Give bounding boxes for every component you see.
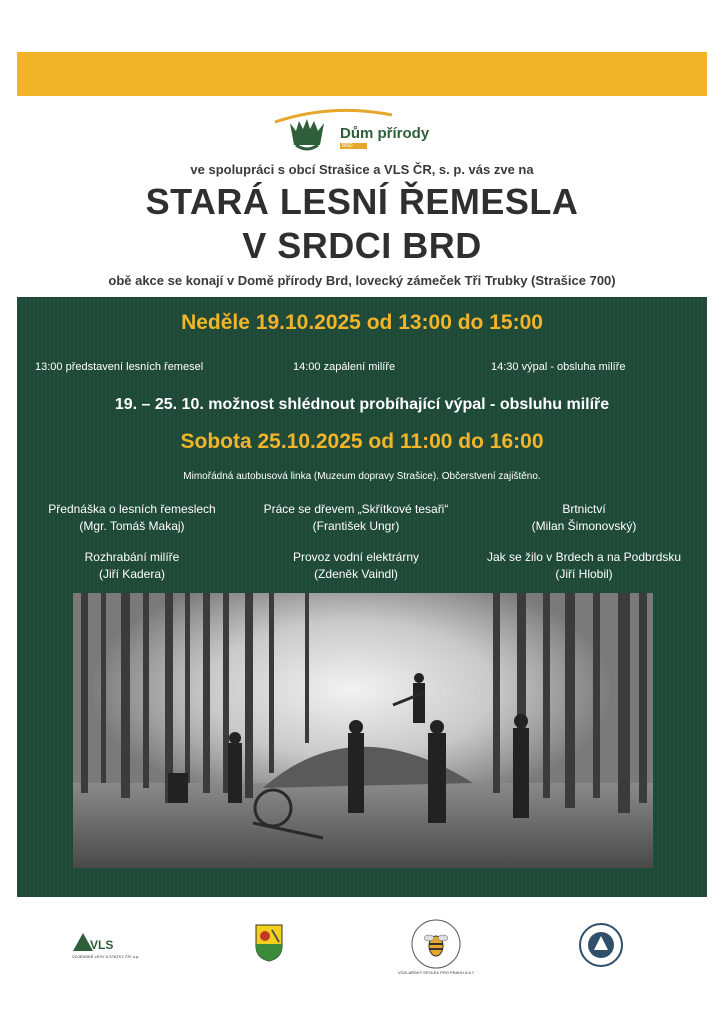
program-item bbox=[241, 549, 471, 583]
vls-text: VOJENSKÉ LESY A STATKY ČR, s.p. bbox=[72, 954, 140, 959]
program-item bbox=[241, 501, 471, 535]
round-seal-icon bbox=[578, 922, 624, 968]
saturday-note: Mimořádná autobusová linka (Muzeum dopravy Strašice). Občerstvení zajištěno. bbox=[183, 471, 541, 482]
program-title: Brtnictví bbox=[562, 502, 606, 516]
page-title-line2: V SRDCI BRD bbox=[242, 225, 482, 266]
program-person: (Milan Šimonovský) bbox=[531, 519, 637, 533]
saturday-heading: Sobota 25.10.2025 od 11:00 do 16:00 bbox=[180, 430, 544, 453]
intro-line: ve spolupráci s obcí Strašice a VLS ČR, s. p. vás zve na bbox=[190, 162, 534, 177]
interim-line: 19. – 25. 10. možnost shlédnout probíhající výpal - obsluhu milíře bbox=[114, 396, 610, 413]
sunday-item: 14:00 zapálení milíře bbox=[293, 361, 396, 373]
program-person: (František Ungr) bbox=[312, 519, 400, 533]
municipal-coat-of-arms-icon bbox=[255, 924, 283, 962]
vls-mark: VLS bbox=[90, 938, 114, 952]
page-title-line1: STARÁ LESNÍ ŘEMESLA bbox=[145, 181, 579, 222]
program-item bbox=[469, 549, 699, 583]
sunday-item: 13:00 představení lesních řemesel bbox=[35, 361, 204, 373]
program-title: Rozhrabání milíře bbox=[84, 550, 180, 564]
program-person: (Zdeněk Vaindl) bbox=[314, 567, 398, 581]
photo-illustration bbox=[73, 593, 653, 868]
historic-charcoal-kiln-photo bbox=[73, 593, 653, 868]
beekeepers-text: VČELAŘSKÝ SPOLEK PRO PRAHU 6 A 7 bbox=[397, 970, 475, 975]
program-title: Práce se dřevem „Skřítkové tesaři“ bbox=[263, 502, 449, 516]
program-person: (Mgr. Tomáš Makaj) bbox=[79, 519, 185, 533]
program-person: (Jiří Hlobil) bbox=[555, 567, 613, 581]
program-person: (Jiří Kadera) bbox=[98, 567, 166, 581]
program-item bbox=[17, 501, 247, 535]
program-item bbox=[17, 549, 247, 583]
dum-prirody-logo bbox=[272, 105, 462, 160]
logo-name: Dům přírody bbox=[340, 125, 430, 142]
sunday-item: 14:30 výpal - obsluha milíře bbox=[491, 361, 626, 373]
bee-icon bbox=[410, 918, 462, 970]
vls-logo bbox=[70, 930, 150, 964]
program-item bbox=[469, 501, 699, 535]
program-title: Přednáška o lesních řemeslech bbox=[48, 502, 216, 516]
venue-line: obě akce se konají v Domě přírody Brd, lovecký zámeček Tři Trubky (Strašice 700) bbox=[108, 273, 616, 288]
program-title: Provoz vodní elektrárny bbox=[292, 550, 420, 564]
sunday-heading: Neděle 19.10.2025 od 13:00 do 15:00 bbox=[181, 311, 543, 334]
logo-sub: BRD bbox=[340, 143, 367, 149]
program-panel bbox=[17, 297, 707, 897]
top-yellow-band bbox=[17, 52, 707, 96]
program-title: Jak se žilo v Brdech a na Podbrdsku bbox=[486, 550, 682, 564]
beekeepers-logo bbox=[397, 918, 475, 975]
